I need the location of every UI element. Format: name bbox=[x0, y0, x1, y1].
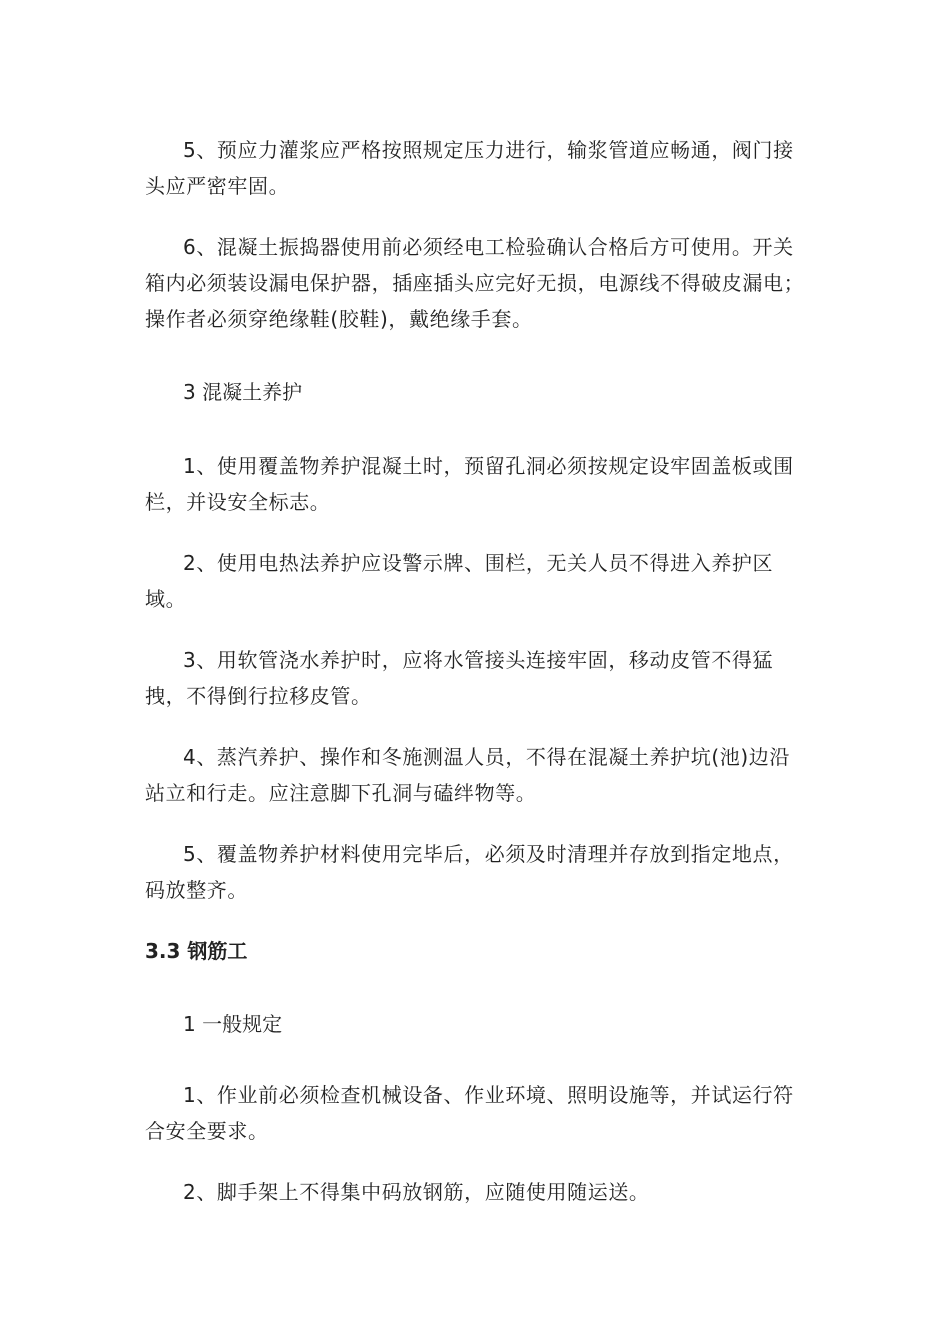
paragraph-material-storage: 5、覆盖物养护材料使用完毕后，必须及时清理并存放到指定地点，码放整齐。 bbox=[145, 842, 794, 902]
paragraph-steam-curing: 4、蒸汽养护、操作和冬施测温人员，不得在混凝土养护坑(池)边沿站立和行走。应注意脚下孔洞与磕绊物等。 bbox=[145, 745, 790, 805]
paragraph-prestress-grouting: 5、预应力灌浆应严格按照规定压力进行，输浆管道应畅通，阀门接头应严密牢固。 bbox=[145, 138, 794, 198]
paragraph-pre-work-inspection: 1、作业前必须检查机械设备、作业环境、照明设施等，并试运行符合安全要求。 bbox=[145, 1083, 794, 1143]
paragraph-scaffold-rebar: 2、脚手架上不得集中码放钢筋，应随使用随运送。 bbox=[183, 1180, 650, 1204]
section-heading-curing: 3 混凝土养护 bbox=[183, 380, 303, 404]
paragraph-hose-watering: 3、用软管浇水养护时，应将水管接头连接牢固，移动皮管不得猛拽，不得倒行拉移皮管。 bbox=[145, 648, 774, 708]
subsection-heading-general: 1 一般规定 bbox=[183, 1012, 283, 1036]
paragraph-covering-curing: 1、使用覆盖物养护混凝土时，预留孔洞必须按规定设牢固盖板或围栏，并设安全标志。 bbox=[145, 454, 794, 514]
paragraph-electric-heating: 2、使用电热法养护应设警示牌、围栏，无关人员不得进入养护区域。 bbox=[145, 551, 774, 611]
paragraph-vibrator-safety: 6、混凝土振捣器使用前必须经电工检验确认合格后方可使用。开关箱内必须装设漏电保护器，插座插头应完好无损，电源线不得破皮漏电；操作者必须穿绝缘鞋(胶鞋)，戴绝缘手套。 bbox=[145, 235, 805, 331]
section-heading-rebar-worker: 3.3 钢筋工 bbox=[145, 939, 248, 963]
